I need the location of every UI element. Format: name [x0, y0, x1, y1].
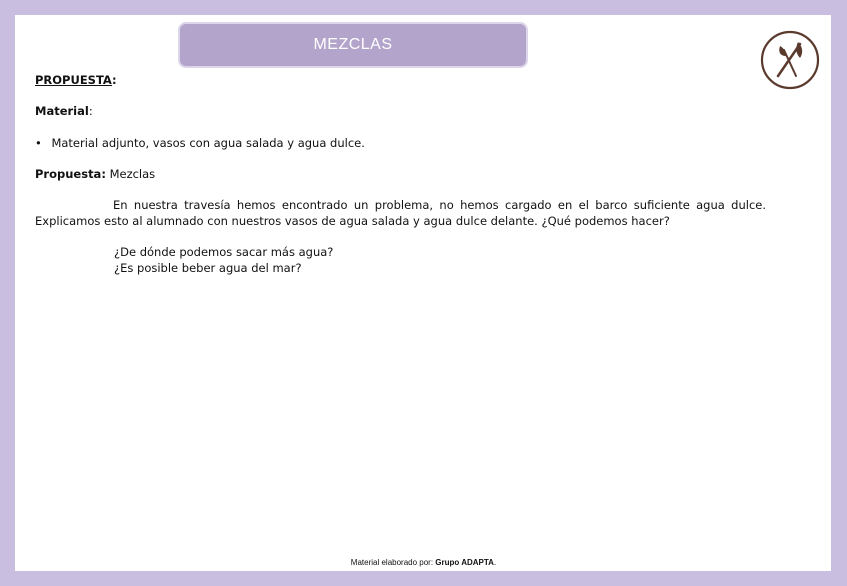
- propuesta-line: Propuesta: Mezclas: [35, 167, 156, 181]
- document-page: [15, 15, 831, 571]
- material-heading: Material:: [35, 104, 93, 118]
- material-list-item: [35, 136, 365, 150]
- brush-circle-logo-icon: [760, 30, 820, 90]
- question-1: ¿De dónde podemos sacar más agua?: [114, 245, 334, 259]
- question-2: ¿Es posible beber agua del mar?: [114, 261, 302, 275]
- title-banner: [178, 22, 528, 68]
- footer-credit: Material elaborado por: Grupo ADAPTA.: [350, 558, 497, 567]
- bullet-icon: •: [35, 136, 42, 150]
- page-title: MEZCLAS: [313, 36, 393, 53]
- intro-paragraph: En nuestra travesía hemos encontrado un problema, no hemos cargado en el barco suficiente agua dulce. Explicamos esto al alumnado con nuestros vasos de agua salada y agua dulce delante. ¿Qué podemos hacer?: [35, 198, 766, 228]
- material-item-text: Material adjunto, vasos con agua salada y agua dulce.: [51, 136, 365, 150]
- propuesta-heading: PROPUESTA:: [35, 73, 117, 87]
